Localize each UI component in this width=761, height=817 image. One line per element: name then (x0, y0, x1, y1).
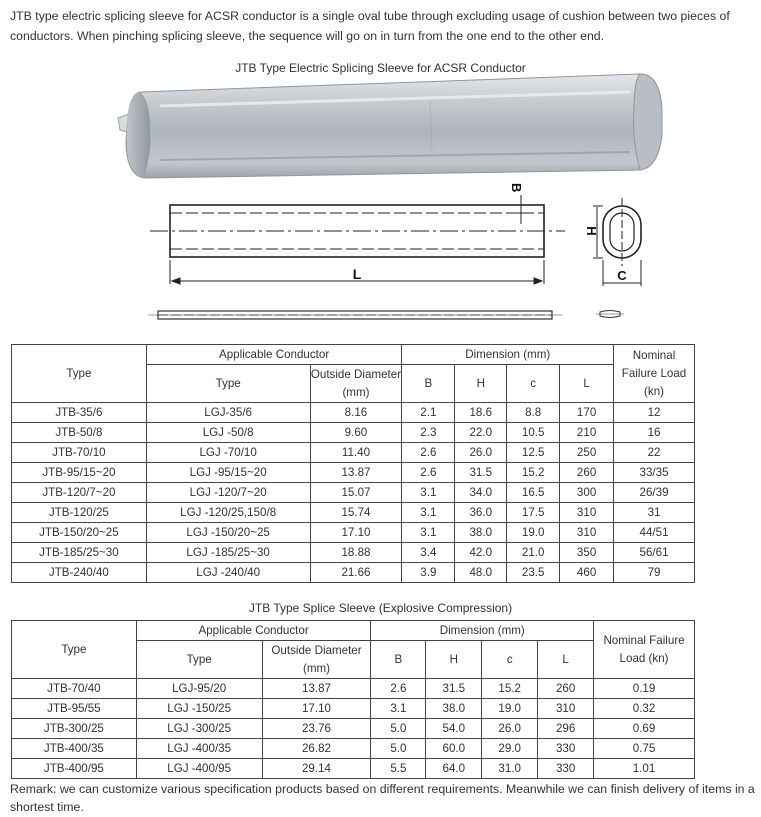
table-cell: 260 (538, 679, 594, 699)
header-applicable-conductor: Applicable Conductor (136, 621, 371, 641)
table-cell: 26.0 (455, 443, 507, 463)
table-cell: 17.10 (310, 523, 402, 543)
remark-text: Remark: we can customize various specification products based on different requirements. Meanwhile we can finish delivery of items in a shortest time. (10, 782, 755, 814)
table-cell: 296 (538, 719, 594, 739)
table-cell: 310 (560, 503, 614, 523)
table-cell: 13.87 (262, 679, 371, 699)
table-cell: 12.5 (507, 443, 560, 463)
table-cell: 17.10 (262, 699, 371, 719)
table-cell: LGJ -240/40 (146, 563, 310, 583)
table-cell: 18.88 (310, 543, 402, 563)
table-row (12, 403, 695, 423)
dim-label-h: H (584, 226, 599, 236)
table-cell: 60.0 (426, 739, 482, 759)
table-cell: 26/39 (614, 483, 695, 503)
table-cell: 29.14 (262, 759, 371, 779)
table-cell: 18.6 (455, 403, 507, 423)
table-cell: 31.5 (426, 679, 482, 699)
table-cell: LGJ -120/25,150/8 (146, 503, 310, 523)
table-cell: 38.0 (455, 523, 507, 543)
header-outside-diameter: Outside Diameter (mm) (310, 365, 402, 403)
table-cell: 310 (538, 699, 594, 719)
table-cell: 1.01 (594, 759, 695, 779)
table-row (12, 699, 695, 719)
table-cell: 79 (614, 563, 695, 583)
table-row (12, 463, 695, 483)
table-row (12, 563, 695, 583)
table-cell: 2.6 (371, 679, 426, 699)
table-row (12, 523, 695, 543)
table-cell: 15.2 (482, 679, 538, 699)
table-cell: 56/61 (614, 543, 695, 563)
table-cell: 23.76 (262, 719, 371, 739)
table-cell: JTB-300/25 (12, 719, 137, 739)
header-b: B (371, 641, 426, 679)
table-cell: 19.0 (507, 523, 560, 543)
table-cell: 170 (560, 403, 614, 423)
table-cell: 0.69 (594, 719, 695, 739)
table-cell: LGJ -400/95 (136, 759, 262, 779)
table-cell: 310 (560, 523, 614, 543)
table-cell: JTB-70/40 (12, 679, 137, 699)
table-cell: 29.0 (482, 739, 538, 759)
table-cell: LGJ -150/20~25 (146, 523, 310, 543)
table-cell: 300 (560, 483, 614, 503)
table-cell: 3.9 (402, 563, 455, 583)
table-cell: 12 (614, 403, 695, 423)
header-type: Type (12, 621, 137, 679)
table-cell: JTB-95/15~20 (12, 463, 147, 483)
table-cell: LGJ -120/7~20 (146, 483, 310, 503)
table-cell: 23.5 (507, 563, 560, 583)
table-cell: 11.40 (310, 443, 402, 463)
table-cell: 19.0 (482, 699, 538, 719)
table-cell: JTB-70/10 (12, 443, 147, 463)
table-cell: 21.66 (310, 563, 402, 583)
table-cell: 330 (538, 759, 594, 779)
table-cell: LGJ -70/10 (146, 443, 310, 463)
header-b: B (402, 365, 455, 403)
header-l: L (560, 365, 614, 403)
table-cell: 31.0 (482, 759, 538, 779)
table-cell: LGJ -50/8 (146, 423, 310, 443)
table-cell: 260 (560, 463, 614, 483)
header-conductor-type: Type (136, 641, 262, 679)
table-row (12, 679, 695, 699)
table-cell: JTB-150/20~25 (12, 523, 147, 543)
table-cell: JTB-400/95 (12, 759, 137, 779)
table-cell: 34.0 (455, 483, 507, 503)
table-cell: 31.5 (455, 463, 507, 483)
table-cell: JTB-400/35 (12, 739, 137, 759)
table-body (12, 403, 695, 583)
table-cell: 350 (560, 543, 614, 563)
table-cell: 15.07 (310, 483, 402, 503)
table-cell: JTB-185/25~30 (12, 543, 147, 563)
header-outside-diameter: Outside Diameter (mm) (262, 641, 371, 679)
table-cell: 13.87 (310, 463, 402, 483)
header-l: L (538, 641, 594, 679)
table-cell: 0.19 (594, 679, 695, 699)
header-nominal-load: Nominal Failure Load (kn) (614, 345, 695, 403)
figure-title: JTB Type Electric Splicing Sleeve for ACSR Conductor (235, 61, 526, 75)
table-row (12, 443, 695, 463)
table-cell: 42.0 (455, 543, 507, 563)
table-cell: 3.1 (402, 483, 455, 503)
table-cell: 54.0 (426, 719, 482, 739)
table-row (12, 739, 695, 759)
table-cell: 3.1 (371, 699, 426, 719)
dim-label-c: C (617, 268, 627, 283)
table-cell: 2.1 (402, 403, 455, 423)
table-cell: 3.1 (402, 503, 455, 523)
table-cell: 17.5 (507, 503, 560, 523)
table-cell: 8.8 (507, 403, 560, 423)
table-cell: 10.5 (507, 423, 560, 443)
table-row (12, 503, 695, 523)
header-applicable-conductor: Applicable Conductor (146, 345, 402, 365)
table-cell: 26.82 (262, 739, 371, 759)
table-cell: 48.0 (455, 563, 507, 583)
table-cell: 16 (614, 423, 695, 443)
table-row (12, 543, 695, 563)
table-cell: 22 (614, 443, 695, 463)
table-cell: 0.75 (594, 739, 695, 759)
table-cell: 2.3 (402, 423, 455, 443)
table-cell: 21.0 (507, 543, 560, 563)
splicing-sleeve-drawing (0, 0, 761, 340)
sleeve-flat-view (148, 311, 624, 320)
table-cell: 0.32 (594, 699, 695, 719)
table-cell: 15.2 (507, 463, 560, 483)
table-row (12, 759, 695, 779)
spec-table-electric (11, 344, 695, 583)
table-cell: JTB-50/8 (12, 423, 147, 443)
table-cell: JTB-35/6 (12, 403, 147, 423)
header-conductor-type: Type (146, 365, 310, 403)
table-cell: 330 (538, 739, 594, 759)
header-nominal-load: Nominal Failure Load (kn) (594, 621, 695, 679)
table-cell: JTB-240/40 (12, 563, 147, 583)
table-cell: JTB-95/55 (12, 699, 137, 719)
intro-paragraph: JTB type electric splicing sleeve for ACSR conductor is a single oval tube through excluding usage of cushion between two pieces of conductors. When pinching splicing sleeve, the sequence will go on in turn from the one end to the other end. (10, 9, 730, 43)
table-cell: 31 (614, 503, 695, 523)
table-cell: 3.1 (402, 523, 455, 543)
table-cell: 250 (560, 443, 614, 463)
table-cell: 9.60 (310, 423, 402, 443)
table-cell: JTB-120/7~20 (12, 483, 147, 503)
table-cell: 2.6 (402, 443, 455, 463)
header-c: c (482, 641, 538, 679)
table-cell: LGJ-95/20 (136, 679, 262, 699)
table-cell: 5.5 (371, 759, 426, 779)
sleeve-photo (118, 74, 662, 178)
table-cell: 8.16 (310, 403, 402, 423)
table-cell: 3.4 (402, 543, 455, 563)
dim-label-b: B (509, 183, 524, 193)
table-cell: LGJ -150/25 (136, 699, 262, 719)
table-cell: JTB-120/25 (12, 503, 147, 523)
table-cell: LGJ-35/6 (146, 403, 310, 423)
table-cell: 44/51 (614, 523, 695, 543)
table-cell: 5.0 (371, 719, 426, 739)
table-cell: 16.5 (507, 483, 560, 503)
table-cell: 36.0 (455, 503, 507, 523)
table-cell: 64.0 (426, 759, 482, 779)
table-cell: 33/35 (614, 463, 695, 483)
header-type: Type (12, 345, 147, 403)
table-row (12, 483, 695, 503)
table-cell: 26.0 (482, 719, 538, 739)
table-cell: 5.0 (371, 739, 426, 759)
table-title: JTB Type Splice Sleeve (Explosive Compression) (248, 601, 513, 615)
header-h: H (455, 365, 507, 403)
table-cell: LGJ -400/35 (136, 739, 262, 759)
spec-table-explosive (11, 620, 695, 779)
table-cell: LGJ -95/15~20 (146, 463, 310, 483)
header-dimension: Dimension (mm) (402, 345, 614, 365)
table-cell: 22.0 (455, 423, 507, 443)
table-row (12, 423, 695, 443)
header-dimension: Dimension (mm) (371, 621, 594, 641)
table-cell: 15.74 (310, 503, 402, 523)
dim-label-l: L (352, 266, 362, 282)
table-cell: 38.0 (426, 699, 482, 719)
table-row (12, 719, 695, 739)
table-cell: 2.6 (402, 463, 455, 483)
table-cell: LGJ -300/25 (136, 719, 262, 739)
table-cell: 210 (560, 423, 614, 443)
table-cell: 460 (560, 563, 614, 583)
table-body (12, 679, 695, 779)
header-c: c (507, 365, 560, 403)
table-cell: LGJ -185/25~30 (146, 543, 310, 563)
header-h: H (426, 641, 482, 679)
